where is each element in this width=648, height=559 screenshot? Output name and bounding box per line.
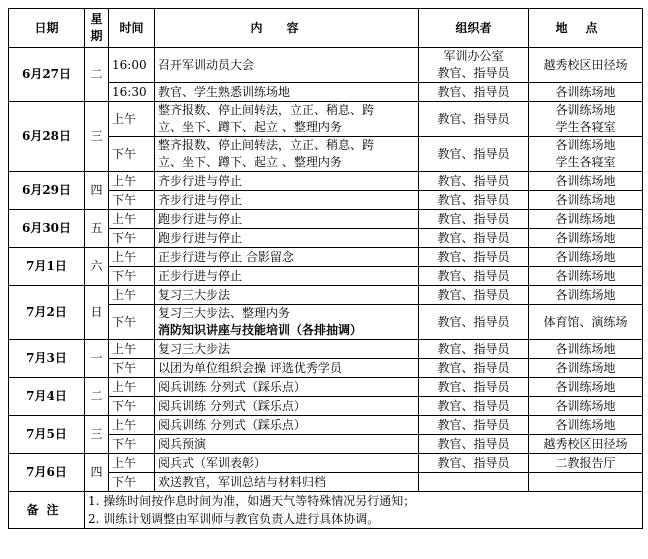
content-cell	[155, 286, 419, 305]
weekday-cell: 六	[85, 248, 109, 286]
content-cell	[155, 83, 419, 102]
organizer-cell	[419, 435, 529, 454]
location-cell-line: 越秀校区田径场	[543, 57, 628, 72]
organizer-cell-line: 教官、指导员	[437, 398, 510, 413]
weekday-cell: 二	[85, 48, 109, 102]
organizer-cell-line: 教官、指导员	[437, 455, 510, 470]
content-cell	[155, 435, 419, 454]
location-cell-line: 各训练场地	[555, 192, 616, 207]
organizer-cell-line: 教官、指导员	[437, 111, 510, 126]
location-cell-line: 学生各寝室	[555, 120, 616, 134]
schedule-row	[9, 210, 643, 229]
time-cell: 16:00	[109, 48, 155, 83]
schedule-row	[9, 378, 643, 397]
organizer-cell-line: 教官、指导员	[437, 379, 510, 394]
organizer-cell-line: 教官、指导员	[437, 66, 510, 80]
content-cell	[155, 210, 419, 229]
content-cell-line: 阅兵训练 分列式（踩乐点）	[158, 379, 306, 394]
organizer-cell	[419, 248, 529, 267]
weekday-cell: 四	[85, 454, 109, 492]
date-cell: 7月2日	[9, 286, 85, 340]
organizer-cell	[419, 172, 529, 191]
location-cell-line: 各训练场地	[555, 138, 616, 152]
content-cell	[155, 267, 419, 286]
schedule-row	[9, 172, 643, 191]
weekday-cell: 五	[85, 210, 109, 248]
content-cell	[155, 416, 419, 435]
organizer-cell	[419, 191, 529, 210]
weekday-cell: 一	[85, 340, 109, 378]
time-cell: 上午	[109, 454, 155, 473]
header-time: 时间	[109, 9, 155, 48]
location-cell	[529, 137, 643, 172]
remark-item: 2. 训练计划调整由军训师与教官负责人进行具体协调。	[88, 512, 380, 526]
schedule-row	[9, 286, 643, 305]
location-cell	[529, 340, 643, 359]
content-cell	[155, 172, 419, 191]
remark-item: 1. 操练时间按作息时间为准，如遇天气等特殊情况另行通知；	[88, 494, 416, 508]
content-cell-line: 阅兵训练 分列式（踩乐点）	[158, 417, 306, 432]
time-cell: 下午	[109, 397, 155, 416]
content-cell	[155, 473, 419, 492]
content-cell-line: 复习三大步法	[158, 287, 231, 302]
location-cell-line: 各训练场地	[555, 211, 616, 226]
organizer-cell	[419, 473, 529, 492]
location-cell-line: 各训练场地	[555, 249, 616, 264]
date-cell: 7月3日	[9, 340, 85, 378]
time-cell: 上午	[109, 172, 155, 191]
organizer-cell-line: 教官、指导员	[437, 173, 510, 188]
time-cell: 下午	[109, 267, 155, 286]
organizer-cell-line: 教官、指导员	[437, 84, 510, 99]
time-cell: 上午	[109, 210, 155, 229]
organizer-cell-line: 教官、指导员	[437, 268, 510, 283]
header-organizer: 组织者	[419, 9, 529, 48]
location-cell	[529, 286, 643, 305]
organizer-cell	[419, 229, 529, 248]
header-row	[9, 9, 643, 48]
organizer-cell-line: 教官、指导员	[437, 211, 510, 226]
time-cell: 上午	[109, 378, 155, 397]
location-cell-line: 各训练场地	[555, 84, 616, 99]
content-cell-line: 阅兵训练 分列式（踩乐点）	[158, 398, 306, 413]
content-cell-line: 召开军训动员大会	[158, 57, 255, 72]
time-cell: 下午	[109, 435, 155, 454]
organizer-cell	[419, 286, 529, 305]
schedule-row	[9, 248, 643, 267]
location-cell	[529, 229, 643, 248]
location-cell-line: 各训练场地	[555, 173, 616, 188]
content-cell	[155, 454, 419, 473]
organizer-cell-line: 教官、指导员	[437, 230, 510, 245]
content-cell	[155, 191, 419, 210]
content-cell	[155, 229, 419, 248]
weekday-cell: 三	[85, 102, 109, 172]
time-cell: 下午	[109, 229, 155, 248]
time-cell: 上午	[109, 416, 155, 435]
remarks-row	[9, 492, 643, 529]
schedule-row	[9, 102, 643, 137]
content-cell-line: 以团为单位组织会操 评选优秀学员	[158, 360, 342, 375]
organizer-cell	[419, 359, 529, 378]
organizer-cell-line: 教官、指导员	[437, 341, 510, 356]
time-cell: 下午	[109, 305, 155, 340]
organizer-cell	[419, 137, 529, 172]
location-cell	[529, 473, 643, 492]
location-cell	[529, 248, 643, 267]
date-cell: 7月6日	[9, 454, 85, 492]
date-cell: 7月4日	[9, 378, 85, 416]
content-cell-line: 立、坐下、蹲下、起立 、整理内务	[158, 120, 342, 134]
time-cell: 上午	[109, 286, 155, 305]
organizer-cell-line: 教官、指导员	[437, 314, 510, 329]
organizer-cell-line: 教官、指导员	[437, 249, 510, 264]
organizer-cell	[419, 48, 529, 83]
time-cell: 16:30	[109, 83, 155, 102]
organizer-cell	[419, 210, 529, 229]
date-cell: 6月29日	[9, 172, 85, 210]
location-cell-line: 各训练场地	[555, 287, 616, 302]
organizer-cell-line: 教官、指导员	[437, 417, 510, 432]
location-cell-line: 各训练场地	[555, 341, 616, 356]
schedule-row	[9, 454, 643, 473]
date-cell: 6月28日	[9, 102, 85, 172]
content-cell	[155, 397, 419, 416]
organizer-cell-line: 教官、指导员	[437, 287, 510, 302]
organizer-cell-line: 军训办公室	[443, 49, 504, 63]
content-cell	[155, 137, 419, 172]
location-cell	[529, 305, 643, 340]
organizer-cell	[419, 397, 529, 416]
location-cell	[529, 83, 643, 102]
weekday-cell: 日	[85, 286, 109, 340]
location-cell-line: 各训练场地	[555, 360, 616, 375]
location-cell	[529, 397, 643, 416]
location-cell	[529, 191, 643, 210]
organizer-cell-line: 教官、指导员	[437, 436, 510, 451]
weekday-cell: 三	[85, 416, 109, 454]
organizer-cell	[419, 267, 529, 286]
organizer-cell	[419, 454, 529, 473]
date-cell: 7月5日	[9, 416, 85, 454]
organizer-cell-line: 教官、指导员	[437, 192, 510, 207]
organizer-cell	[419, 83, 529, 102]
location-cell-line: 各训练场地	[555, 379, 616, 394]
content-cell	[155, 378, 419, 397]
content-cell-line: 正步行进与停止	[158, 268, 243, 283]
location-cell	[529, 378, 643, 397]
location-cell	[529, 416, 643, 435]
time-cell: 下午	[109, 137, 155, 172]
organizer-cell-line: 教官、指导员	[437, 360, 510, 375]
location-cell	[529, 48, 643, 83]
location-cell-line: 越秀校区田径场	[543, 436, 628, 451]
weekday-cell: 二	[85, 378, 109, 416]
location-cell-line: 学生各寝室	[555, 155, 616, 169]
organizer-cell	[419, 102, 529, 137]
content-cell-line: 教官、学生熟悉训练场地	[158, 84, 291, 99]
schedule-row	[9, 416, 643, 435]
time-cell: 上午	[109, 340, 155, 359]
location-cell	[529, 172, 643, 191]
content-cell	[155, 359, 419, 378]
content-cell-line: 阅兵式（军训表彰）	[158, 455, 267, 470]
organizer-cell	[419, 340, 529, 359]
content-cell	[155, 248, 419, 267]
content-cell-line: 跑步行进与停止	[158, 211, 243, 226]
time-cell: 下午	[109, 473, 155, 492]
schedule-row	[9, 340, 643, 359]
location-cell-line: 各训练场地	[555, 230, 616, 245]
content-cell-line: 整齐报数、停止间转法，立正、稍息、跨	[158, 138, 375, 152]
location-cell	[529, 359, 643, 378]
content-cell	[155, 340, 419, 359]
time-cell: 下午	[109, 191, 155, 210]
content-cell-line: 欢送教官，军训总结与材料归档	[158, 474, 327, 489]
header-location: 地点	[529, 9, 643, 48]
location-cell-line: 各训练场地	[555, 417, 616, 432]
remarks-text	[85, 492, 643, 529]
content-cell	[155, 305, 419, 340]
content-cell-line: 整齐报数、停止间转法，立正、稍息、跨	[158, 103, 375, 117]
content-cell-line: 消防知识讲座与技能培训（各排抽调）	[158, 323, 363, 337]
date-cell: 6月30日	[9, 210, 85, 248]
content-cell-line: 跑步行进与停止	[158, 230, 243, 245]
schedule-body	[9, 48, 643, 492]
location-cell	[529, 454, 643, 473]
date-cell: 6月27日	[9, 48, 85, 102]
header-date: 日期	[9, 9, 85, 48]
location-cell	[529, 435, 643, 454]
location-cell-line: 各训练场地	[555, 398, 616, 413]
content-cell-line: 复习三大步法、整理内务	[158, 306, 291, 320]
organizer-cell	[419, 416, 529, 435]
content-cell	[155, 48, 419, 83]
training-schedule-table	[8, 8, 643, 529]
organizer-cell	[419, 378, 529, 397]
header-content: 内容	[155, 9, 419, 48]
location-cell-line: 各训练场地	[555, 103, 616, 117]
location-cell	[529, 267, 643, 286]
header-week: 星期	[85, 9, 109, 48]
content-cell	[155, 102, 419, 137]
content-cell-line: 复习三大步法	[158, 341, 231, 356]
content-cell-line: 阅兵预演	[158, 436, 207, 451]
location-cell	[529, 210, 643, 229]
time-cell: 上午	[109, 102, 155, 137]
content-cell-line: 正步行进与停止 合影留念	[158, 249, 294, 264]
schedule-row	[9, 48, 643, 83]
date-cell: 7月1日	[9, 248, 85, 286]
location-cell-line: 各训练场地	[555, 268, 616, 283]
time-cell: 下午	[109, 359, 155, 378]
location-cell-line: 体育馆、演练场	[543, 314, 628, 329]
content-cell-line: 立、坐下、蹲下、起立 、整理内务	[158, 155, 342, 169]
organizer-cell-line: 教官、指导员	[437, 146, 510, 161]
time-cell: 上午	[109, 248, 155, 267]
content-cell-line: 齐步行进与停止	[158, 192, 243, 207]
weekday-cell: 四	[85, 172, 109, 210]
organizer-cell	[419, 305, 529, 340]
content-cell-line: 齐步行进与停止	[158, 173, 243, 188]
location-cell	[529, 102, 643, 137]
remarks-label: 备注	[9, 492, 85, 529]
location-cell-line: 二教报告厅	[555, 455, 616, 470]
